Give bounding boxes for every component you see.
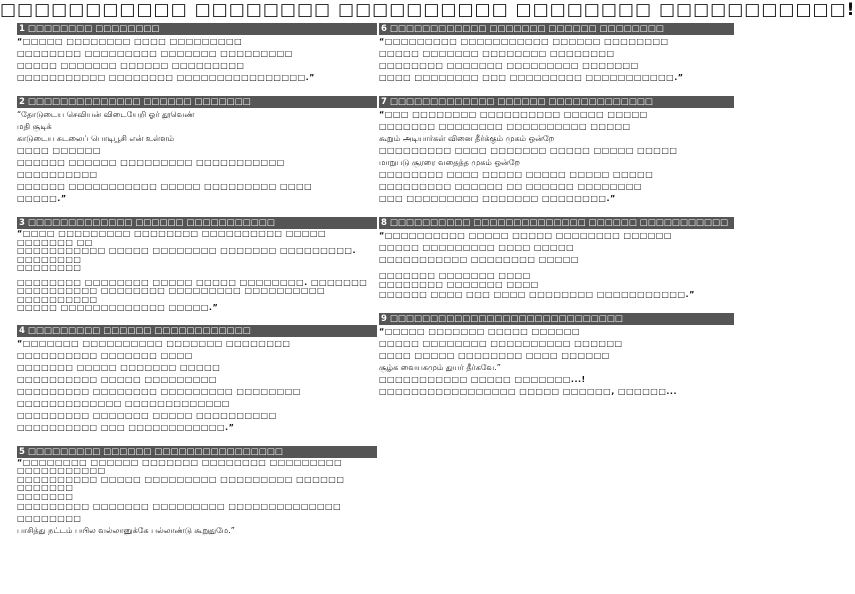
verse-line: □□□□□□□□□□□□□□□□□ □□□□□ □□□□□□, □□□□□□... <box>379 387 678 396</box>
verse-line: □□□□□□□□□□ □□□□□□□ □□□□ <box>17 350 193 360</box>
section-5 <box>17 446 377 538</box>
verse-line: □□□□□ □□□□□□□□□□□□□ □□□□□.” <box>17 303 219 312</box>
section-heading: 6 □□□□□□□□□□□□ □□□□□□□ □□□□□□ □□□□□□□□ <box>379 23 734 35</box>
section-heading: 8 □□□□□□□□□□ □□□□□□□□□□□□□□ □□□□□□ □□□□□□□□□□□ <box>379 217 734 229</box>
verse-line: □□□□□□□□ □□□□ □□□□□ □□□□□ □□□□□ □□□□□ <box>379 170 654 179</box>
verse-line: □□□□ □□□□□□□□ □□□ □□□□□□□□□ □□□□□□□□□□□.” <box>379 73 684 82</box>
verse-line: □□□□□ □□□□□□□ □□□□□□□□ □□□□□□□□ <box>379 49 615 58</box>
section-1 <box>17 23 377 84</box>
verse-line: □□□□□□□ □□□□□ □□□□□□□ □□□□□ <box>17 362 221 372</box>
verse-line: □□□□□□□ □□□□□□□ □□□□ <box>379 271 531 280</box>
verse-line: கூறும் அடியார்கள் வினை தீர்க்கும் முகம் ஒன்றே <box>379 134 555 143</box>
verse-line: □□□□□□□□□ □□□□ □□□□□□□ □□□□□ □□□□□ □□□□□ <box>379 146 678 155</box>
verse-line: □□□□□□□□□□ □□□□□□□□ □□□□□□□□□ □□□□□□□□□□ □□□□□□□□□□ <box>17 286 329 304</box>
verse-line: □□□□□□ □□□□□□ □□□□□□□□□ □□□□□□□□□□□ <box>17 158 285 167</box>
verse-line: □□□□□□□□□□ □□□ □□□□□□□□□□□□.” <box>17 422 235 432</box>
section-4 <box>17 325 377 434</box>
right-column <box>379 23 734 410</box>
verse-line: “□□□ □□□□□□□□ □□□□□□□□□□ □□□□□ □□□□□ <box>379 110 648 119</box>
section-3 <box>17 217 377 313</box>
verse-line: □□□□□ □□□□□□□□□ □□□□ □□□□□ <box>379 243 575 252</box>
verse-line: □□□□ □□□□□□ <box>17 146 101 155</box>
verse-line: □□□□□□□□ □□□□□□□ □□□□□□□□□ □□□□□□□ <box>379 61 639 70</box>
verse-line: □□□□□□□□□□□ □□□□□ □□□□□□□...! <box>379 375 586 384</box>
verse-line: □□□□□□□ <box>17 491 74 501</box>
verse-line: “□□□□ □□□□□□□□□ □□□□□□□□ □□□□□□□□□□ □□□□□ □□□□□□□ □□ <box>17 229 330 247</box>
verse-line: □□□□□□□□□ □□□□□□ □□ □□□□□□ □□□□□□□□ <box>379 182 642 191</box>
section-2 <box>17 96 377 205</box>
verse-line: □□□□□□□□ □□□□□□□□ □□□□□ □□□□□ □□□□□□□□. □□□□□□□ <box>17 277 368 287</box>
verse-line: □□□□□□ □□□□ □□□ □□□□ □□□□□□□□ □□□□□□□□□□□.” <box>379 290 695 299</box>
verse-line: □□□□□□□□□□□ □□□□□□□□ □□□□□ <box>379 255 579 264</box>
verse-line: □□□□□□□□□□ □□□□□ □□□□□□□□□ <box>17 374 217 384</box>
page-title: □□□□□□□□□□□ □□□□□□□□ □□□□□□□□□□ □□□□□□□□ □□□□□□□□□□□! <box>0 0 855 20</box>
verse-line: “□□□□□ □□□□□□□□ □□□□ □□□□□□□□□ <box>17 37 243 46</box>
verse-line: □□□□□□ □□□□□□□□□□□ □□□□□ □□□□□□□□□ □□□□ <box>17 182 313 191</box>
verse-line: □□□□□ □□□□□□□ □□□□□□ □□□□□□□□□ <box>17 61 245 70</box>
verse-line: □□□□□ □□□□□□□□ □□□□□□□□□□ □□□□□□ <box>379 339 623 348</box>
verse-line: “□□□□□□□□□□ □□□□□ □□□□□ □□□□□□□□ □□□□□□ <box>379 231 672 240</box>
verse-line: □□□□□□□□ □□□□□□□□□ □□□□□□□ □□□□□□□□□ <box>17 49 293 58</box>
section-heading: 9 □□□□□□□□□□□□□□□□□□□□□□□□□□□□□ <box>379 313 734 325</box>
verse-line: மதி சூடிக் <box>17 122 52 131</box>
verse-line: “□□□□□□□□□ □□□□□□□□□□□ □□□□□□ □□□□□□□□ <box>379 37 669 46</box>
section-7 <box>379 96 734 205</box>
section-6 <box>379 23 734 84</box>
verse-line: “□□□□□□□ □□□□□□□□□□ □□□□□□□ □□□□□□□□ <box>17 338 291 348</box>
verse-line: □□□□□□□□□ □□□□□□□□ □□□□□□□□□ □□□□□□□□ <box>17 386 301 396</box>
verse-line: □□□□□□□□□□□□□ □□□□□□□□□□□□□ <box>17 398 230 408</box>
section-heading: 1 □□□□□□□□ □□□□□□□□ <box>17 23 377 35</box>
section-heading: 7 □□□□□□□□□□□□□ □□□□□□ □□□□□□□□□□□□□ <box>379 96 734 108</box>
section-heading: 3 □□□□□□□□□□□□□ □□□□□□ □□□□□□□□□□□ <box>17 217 377 229</box>
verse-line: சூழ்க வையகமும் துயர் தீர்கவே.” <box>379 363 501 372</box>
verse-line: “□□□□□□□□ □□□□□□ □□□□□□□ □□□□□□□□ □□□□□□□□□ □□□□□□□□□□□ <box>17 457 346 475</box>
verse-line: □□□□□□□□ □□□□□□□ □□□□ <box>379 279 539 289</box>
verse-line: மாறுபடு சூரரை வதைத்த முகம் ஒன்றே <box>379 158 520 167</box>
verse-line: □□□ □□□□□□□□□ □□□□□□□ □□□□□□□□.” <box>379 194 616 203</box>
verse-line: “தோடுடைய செவியன் விடையேறி ஓர் தூவெண் <box>17 110 195 119</box>
section-9 <box>379 313 734 398</box>
section-heading: 5 □□□□□□□□□ □□□□□□ □□□□□□□□□□□□□□□□ <box>17 446 377 458</box>
verse-line: □□□□□.” <box>17 194 67 203</box>
verse-line: காடுடைய சுடலைப் பொடிபூசி என் உள்ளம் <box>17 134 175 143</box>
verse-line: பாசித்து நட்டம் பயில வல்லானுக்கே பல்லாண்டு கூறுதுமே.” <box>17 526 235 535</box>
left-column <box>17 23 377 549</box>
section-8 <box>379 217 734 301</box>
verse-line: “□□□□□ □□□□□□□ □□□□□ □□□□□□ <box>379 327 580 336</box>
verse-line: □□□□□□□□□□ □□□□□ □□□□□□□□□ □□□□□□□□□ □□□□□□ □□□□□□□ <box>17 474 348 492</box>
verse-line: □□□□□□□□ <box>17 263 82 272</box>
section-heading: 4 □□□□□□□□□ □□□□□□ □□□□□□□□□□□□ <box>17 325 377 337</box>
verse-line: □□□□□□□□□□□ □□□□□ □□□□□□□□ □□□□□□□ □□□□□□□□□. □□□□□□□□ <box>17 246 360 264</box>
verse-line: □□□□□□□□□□□ □□□□□□□□ □□□□□□□□□□□□□□□□.” <box>17 73 315 82</box>
verse-line: □□□□ □□□□□ □□□□□□□□ □□□□ □□□□□□ <box>379 351 610 360</box>
verse-line: □□□□□□□ □□□□□□□□ □□□□□□□□□□ □□□□□ <box>379 122 631 131</box>
section-heading: 2 □□□□□□□□□□□□□□ □□□□□□ □□□□□□□ <box>17 96 377 108</box>
verse-line: □□□□□□□□□ □□□□□□□ □□□□□□□□□ □□□□□□□□□□□□□□ □□□□□□□□ <box>17 502 345 523</box>
verse-line: □□□□□□□□□□ <box>17 170 98 179</box>
verse-line: □□□□□□□□□ □□□□□□□ □□□□□ □□□□□□□□□□ <box>17 410 277 420</box>
